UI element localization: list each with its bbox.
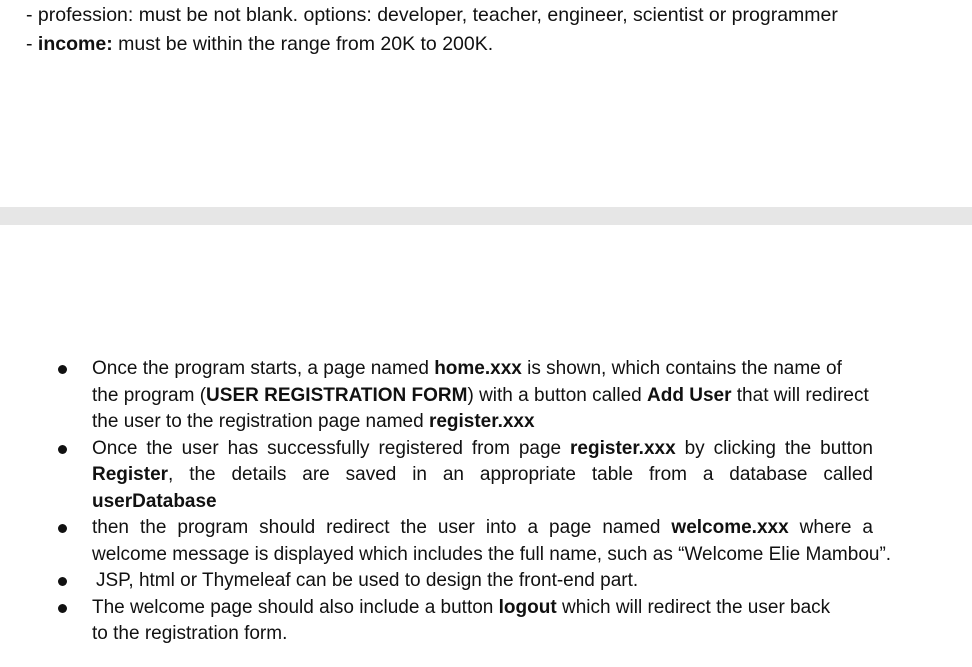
bold-run: USER REGISTRATION FORM: [206, 384, 468, 406]
text-line: [92, 515, 873, 542]
text-line: [92, 409, 873, 436]
bold-run: register.xxx: [428, 411, 535, 432]
text-line: [92, 489, 873, 516]
bold-run: register.xxx: [570, 437, 676, 459]
income-text: must be within the range from 20K to 200K.: [112, 33, 494, 55]
text-run: that will redirect: [731, 384, 869, 406]
bullet-icon: [58, 365, 67, 374]
bullet-icon: [58, 445, 67, 454]
text-line: [92, 621, 873, 648]
text-run: then the program should redirect the user into a page named: [92, 517, 672, 538]
list-item-home-page: [0, 356, 972, 436]
bold-run: logout: [498, 596, 557, 618]
bold-run: Add User: [647, 384, 732, 406]
income-key: income:: [37, 33, 113, 55]
bold-run: home.xxx: [434, 358, 522, 379]
requirements-bullet-list: [0, 356, 972, 648]
text-run: to the registration form.: [92, 623, 288, 644]
list-item-text: [92, 436, 873, 516]
bullet-icon: [58, 604, 67, 613]
income-prefix: -: [26, 33, 38, 55]
text-run: the program (: [92, 384, 207, 406]
bold-run: userDatabase: [92, 490, 217, 512]
text-run: The welcome page should also include a button: [92, 596, 499, 618]
list-item-welcome-page: [0, 515, 972, 568]
text-run: Once the program starts, a page named: [92, 358, 435, 379]
text-line: [92, 462, 873, 489]
text-run: ) with a button called: [467, 384, 648, 406]
list-item-frontend: [0, 568, 972, 595]
text-line: [92, 436, 873, 463]
text-line: [92, 542, 932, 569]
bold-run: welcome.xxx: [671, 517, 789, 538]
list-item-text: [92, 356, 873, 436]
list-item-text: [92, 568, 873, 595]
profession-requirement-text: - profession: must be not blank. options: developer, teacher, engineer, scientist or programmer: [26, 4, 838, 26]
text-line: [92, 595, 873, 622]
text-run: the user to the registration page named: [92, 411, 429, 432]
list-item-logout: [0, 595, 972, 648]
bullet-icon: [58, 577, 67, 586]
list-item-text: [92, 515, 892, 568]
bold-run: Register: [92, 464, 169, 485]
text-run: welcome message is displayed which includes the full name, such as “Welcome Elie Mambou”.: [92, 543, 892, 565]
text-run: by clicking the button: [675, 437, 873, 459]
text-run: JSP, html or Thymeleaf can be used to design the front-end part.: [96, 570, 639, 591]
text-run: Once the user has successfully registered from page: [92, 437, 571, 459]
page-break-gap: [0, 207, 972, 225]
text-run: is shown, which contains the name of: [521, 358, 842, 379]
bullet-icon: [58, 524, 67, 533]
list-item-text: [92, 595, 873, 648]
profession-requirement: [26, 2, 838, 28]
text-line: [92, 383, 873, 410]
text-run: , the details are saved in an appropriate table from a database called: [168, 464, 873, 485]
text-line: [92, 568, 873, 595]
text-run: where a: [788, 517, 873, 538]
text-run: which will redirect the user back: [556, 596, 831, 618]
text-line: [92, 356, 873, 383]
document-page-top: [0, 0, 972, 207]
income-requirement: [26, 31, 493, 57]
list-item-register-page: [0, 436, 972, 516]
